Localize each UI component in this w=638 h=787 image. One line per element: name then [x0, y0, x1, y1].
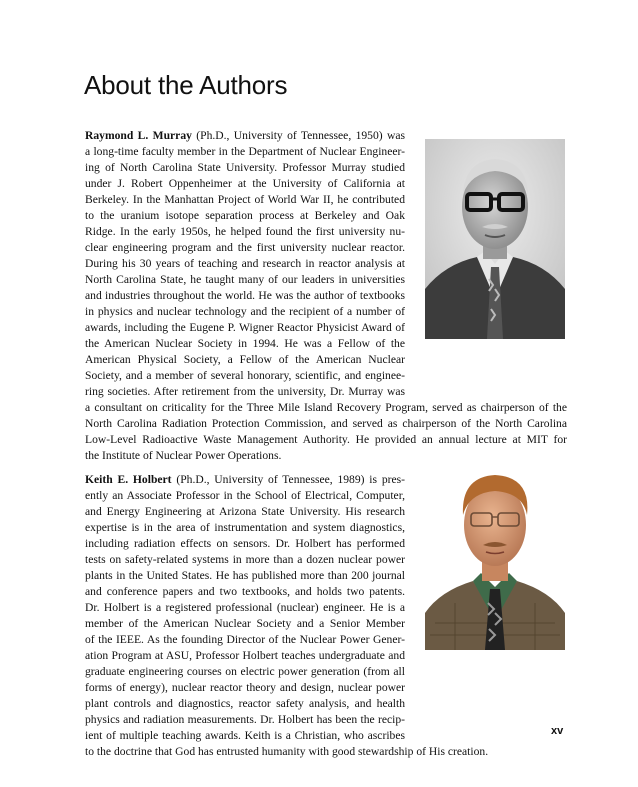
murray-bio-line: During his 30 years of teaching and research in reactor analysis at [85, 257, 405, 270]
holbert-bio-line: and Energy Engineering at Arizona State University. His research [85, 505, 405, 518]
page-number: xv [551, 725, 564, 737]
murray-bio-line: to the uranium isotope separation process at Berkeley and Oak [85, 209, 405, 222]
page-title: About the Authors [84, 70, 288, 100]
murray-bio-line: Berkeley. In the Manhattan Project of World War II, he contributed [85, 193, 405, 206]
holbert-bio-line: of the IEEE. As the founding Director of the Nuclear Power Gener- [85, 633, 405, 646]
holbert-bio-line: ient of multiple teaching awards. Keith is a Christian, who ascribes [85, 729, 405, 742]
holbert-bio-line: expertise is in the area of instrumentation and system diagnostics, [85, 521, 405, 534]
murray-bio-line: under J. Robert Oppenheimer at the University of California at [85, 177, 405, 190]
holbert-bio-line: forms of energy), nuclear reactor theory and design, nuclear power [85, 681, 405, 694]
murray-bio-line: Ridge. In the early 1950s, he helped found the first university nu- [85, 225, 405, 238]
murray-bio-line: ing of North Carolina State University. Professor Murray studied [85, 161, 405, 174]
murray-bio-line: Raymond L. Murray (Ph.D., University of Tennessee, 1950) was [85, 129, 405, 142]
murray-bio-line: Low-Level Radioactive Waste Management Authority. He provided an annual lecture at MIT for [85, 433, 567, 446]
holbert-bio-line: tests on safety-related systems in more than a dozen nuclear power [85, 553, 405, 566]
holbert-bio-line: ently an Associate Professor in the School of Electrical, Computer, [85, 489, 405, 502]
holbert-bio-line: and conference papers and two textbooks, and holds two patents. [85, 585, 405, 598]
holbert-bio-line: graduate engineering courses on electric power generation (from all [85, 665, 405, 678]
murray-name: Raymond L. Murray [85, 129, 192, 142]
holbert-portrait-photo [425, 453, 565, 650]
murray-bio-line: North Carolina Radiation Protection Commission, and served as chairperson of the North Carolina [85, 417, 567, 430]
holbert-bio-line: physics and radiation measurements. Dr. Holbert has been the recip- [85, 713, 405, 726]
holbert-bio-line: Keith E. Holbert (Ph.D., University of Tennessee, 1989) is pres- [85, 473, 405, 486]
murray-portrait-photo [425, 139, 565, 339]
murray-bio-line: clear engineering program and the first university nuclear reactor. [85, 241, 405, 254]
murray-bio-line: Society, and a member of several honorary, scientific, and enginee- [85, 369, 405, 382]
murray-bio-line: awards, including the Eugene P. Wigner Reactor Physicist Award of [85, 321, 405, 334]
murray-bio-line: a consultant on criticality for the Three Mile Island Recovery Program, served as chairperson of the [85, 401, 567, 414]
murray-bio-line: North Carolina State, he taught many of our leaders in universities [85, 273, 405, 286]
murray-bio-line: the Institute of Nuclear Power Operations. [85, 449, 282, 462]
holbert-bio-line: plant controls and diagnostics, reactor safety analysis, and health [85, 697, 405, 710]
murray-bio-line: the American Nuclear Society in 1994. He was a Fellow of the [85, 337, 405, 350]
holbert-name: Keith E. Holbert [85, 473, 172, 486]
holbert-bio-line: to the doctrine that God has entrusted humanity with good stewardship of His creation. [85, 745, 489, 758]
holbert-bio-line: member of the American Nuclear Society and a Senior Member [85, 617, 405, 630]
holbert-bio-line: ation Program at ASU, Professor Holbert teaches undergraduate and [85, 649, 405, 662]
murray-bio-line: a long-time faculty member in the Department of Nuclear Engineer- [85, 145, 405, 158]
murray-bio-line: and industries throughout the world. He was the author of textbooks [85, 289, 405, 302]
holbert-bio-line: Dr. Holbert is a registered professional (nuclear) engineer. He is a [85, 601, 405, 614]
holbert-bio-line: including radiation effects on sensors. Dr. Holbert has performed [85, 537, 405, 550]
murray-bio-line: ring societies. After retirement from the university, Dr. Murray was [85, 385, 405, 398]
holbert-bio-line: plants in the United States. He has published more than 200 journal [85, 569, 405, 582]
murray-bio-line: American Physical Society, a Fellow of the American Nuclear [85, 353, 405, 366]
murray-bio-line: in physics and nuclear technology and the recipient of a number of [85, 305, 405, 318]
